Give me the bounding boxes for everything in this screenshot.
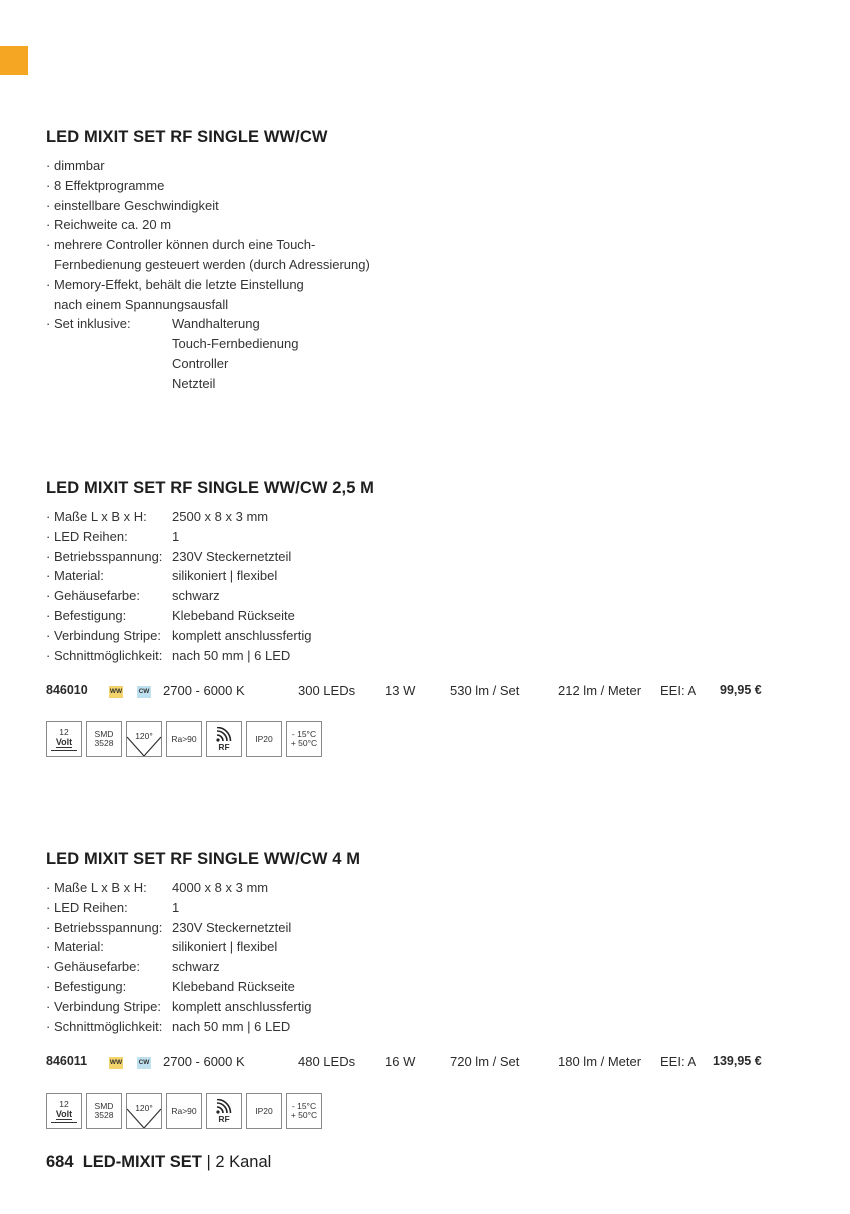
feature-icons (46, 1093, 322, 1129)
spec-row: · Befestigung: Klebeband Rückseite (46, 977, 806, 997)
kit-item: Netzteil (172, 375, 216, 391)
spec-row: · Betriebsspannung: 230V Steckernetzteil (46, 547, 806, 567)
beam-angle-icon: 120° (126, 1093, 162, 1129)
article-number: 846011 (46, 1054, 88, 1068)
temperature-range-icon: - 15°C + 50°C (286, 721, 322, 757)
article-number: 846010 (46, 683, 88, 697)
smd-icon: SMD 3528 (86, 1093, 122, 1129)
footer-subtitle: 2 Kanal (215, 1153, 272, 1171)
spec-row: · Verbindung Stripe: komplett anschlussfertig (46, 626, 806, 646)
product-row (46, 1054, 766, 1074)
footer-separator: | (206, 1153, 211, 1171)
ww-badge: WW (109, 1057, 123, 1069)
spec-list (46, 878, 806, 1036)
section-overview (46, 128, 806, 394)
kit-row (46, 354, 806, 374)
kit-item: Touch-Fernbedienung (172, 336, 299, 352)
voltage-icon: 12 Volt (46, 1093, 82, 1129)
spec-row: · Gehäusefarbe: schwarz (46, 957, 806, 977)
feature-icons (46, 721, 322, 757)
ip-rating-icon: IP20 (246, 1093, 282, 1129)
section-title: LED MIXIT SET RF SINGLE WW/CW 2,5 M (46, 479, 374, 497)
price: 139,95 € (713, 1054, 762, 1068)
spec-row: · Material: silikoniert | flexibel (46, 937, 806, 957)
rf-signal-icon: RF (206, 721, 242, 757)
spec-row: · Gehäusefarbe: schwarz (46, 586, 806, 606)
feature-list (46, 156, 806, 394)
lumen-per-meter: 180 lm / Meter (558, 1054, 642, 1069)
section-product-2-5m (46, 479, 806, 665)
kit-label: · Set inklusive: (54, 316, 131, 332)
kit-row (46, 334, 806, 354)
wattage: 13 W (385, 683, 416, 698)
footer-title: LED-MIXIT SET (82, 1153, 202, 1171)
kit-item: Controller (172, 355, 229, 371)
led-count: 480 LEDs (298, 1054, 356, 1069)
page-number: 684 (46, 1153, 74, 1171)
feature-item: · Reichweite ca. 20 m (46, 215, 806, 235)
color-temperature: 2700 - 6000 K (163, 683, 245, 698)
cw-badge: CW (137, 686, 151, 698)
lumen-per-set: 530 lm / Set (450, 683, 520, 698)
section-title: LED MIXIT SET RF SINGLE WW/CW 4 M (46, 850, 361, 868)
feature-item-continued: nach einem Spannungsausfall (54, 296, 229, 312)
feature-item: · dimmbar (46, 156, 806, 176)
rf-signal-icon: RF (206, 1093, 242, 1129)
energy-class: EEI: A (660, 1054, 697, 1069)
spec-row: · Befestigung: Klebeband Rückseite (46, 606, 806, 626)
feature-item: · 8 Effektprogramme (46, 176, 806, 196)
feature-item: · Memory-Effekt, behält die letzte Einstellung (46, 275, 806, 295)
spec-row: · Verbindung Stripe: komplett anschlussfertig (46, 997, 806, 1017)
cri-icon: Ra>90 (166, 721, 202, 757)
ip-rating-icon: IP20 (246, 721, 282, 757)
section-product-4m (46, 850, 806, 1036)
feature-item: · einstellbare Geschwindigkeit (46, 196, 806, 216)
cri-icon: Ra>90 (166, 1093, 202, 1129)
led-count: 300 LEDs (298, 683, 356, 698)
ww-badge: WW (109, 686, 123, 698)
kit-row (46, 314, 806, 334)
chapter-tab (0, 46, 28, 75)
energy-class: EEI: A (660, 683, 697, 698)
wattage: 16 W (385, 1054, 416, 1069)
kit-item: Wandhalterung (172, 316, 260, 332)
spec-row: · LED Reihen: 1 (46, 898, 806, 918)
spec-row: · LED Reihen: 1 (46, 527, 806, 547)
color-temperature: 2700 - 6000 K (163, 1054, 245, 1069)
spec-row: · Schnittmöglichkeit: nach 50 mm | 6 LED (46, 1017, 806, 1037)
spec-row: · Material: silikoniert | flexibel (46, 566, 806, 586)
page-footer (46, 1153, 271, 1172)
feature-item-continued: Fernbedienung gesteuert werden (durch Adressierung) (54, 256, 370, 272)
smd-icon: SMD 3528 (86, 721, 122, 757)
spec-row: · Schnittmöglichkeit: nach 50 mm | 6 LED (46, 646, 806, 666)
spec-list (46, 507, 806, 665)
spec-row: · Maße L x B x H: 4000 x 8 x 3 mm (46, 878, 806, 898)
section-title: LED MIXIT SET RF SINGLE WW/CW (46, 128, 328, 146)
price: 99,95 € (720, 683, 762, 697)
temperature-range-icon: - 15°C + 50°C (286, 1093, 322, 1129)
feature-item: · mehrere Controller können durch eine Touch- (46, 235, 806, 255)
kit-row (46, 374, 806, 394)
spec-row: · Maße L x B x H: 2500 x 8 x 3 mm (46, 507, 806, 527)
lumen-per-set: 720 lm / Set (450, 1054, 520, 1069)
spec-row: · Betriebsspannung: 230V Steckernetzteil (46, 918, 806, 938)
voltage-icon: 12 Volt (46, 721, 82, 757)
cw-badge: CW (137, 1057, 151, 1069)
lumen-per-meter: 212 lm / Meter (558, 683, 642, 698)
beam-angle-icon: 120° (126, 721, 162, 757)
product-row (46, 683, 766, 703)
